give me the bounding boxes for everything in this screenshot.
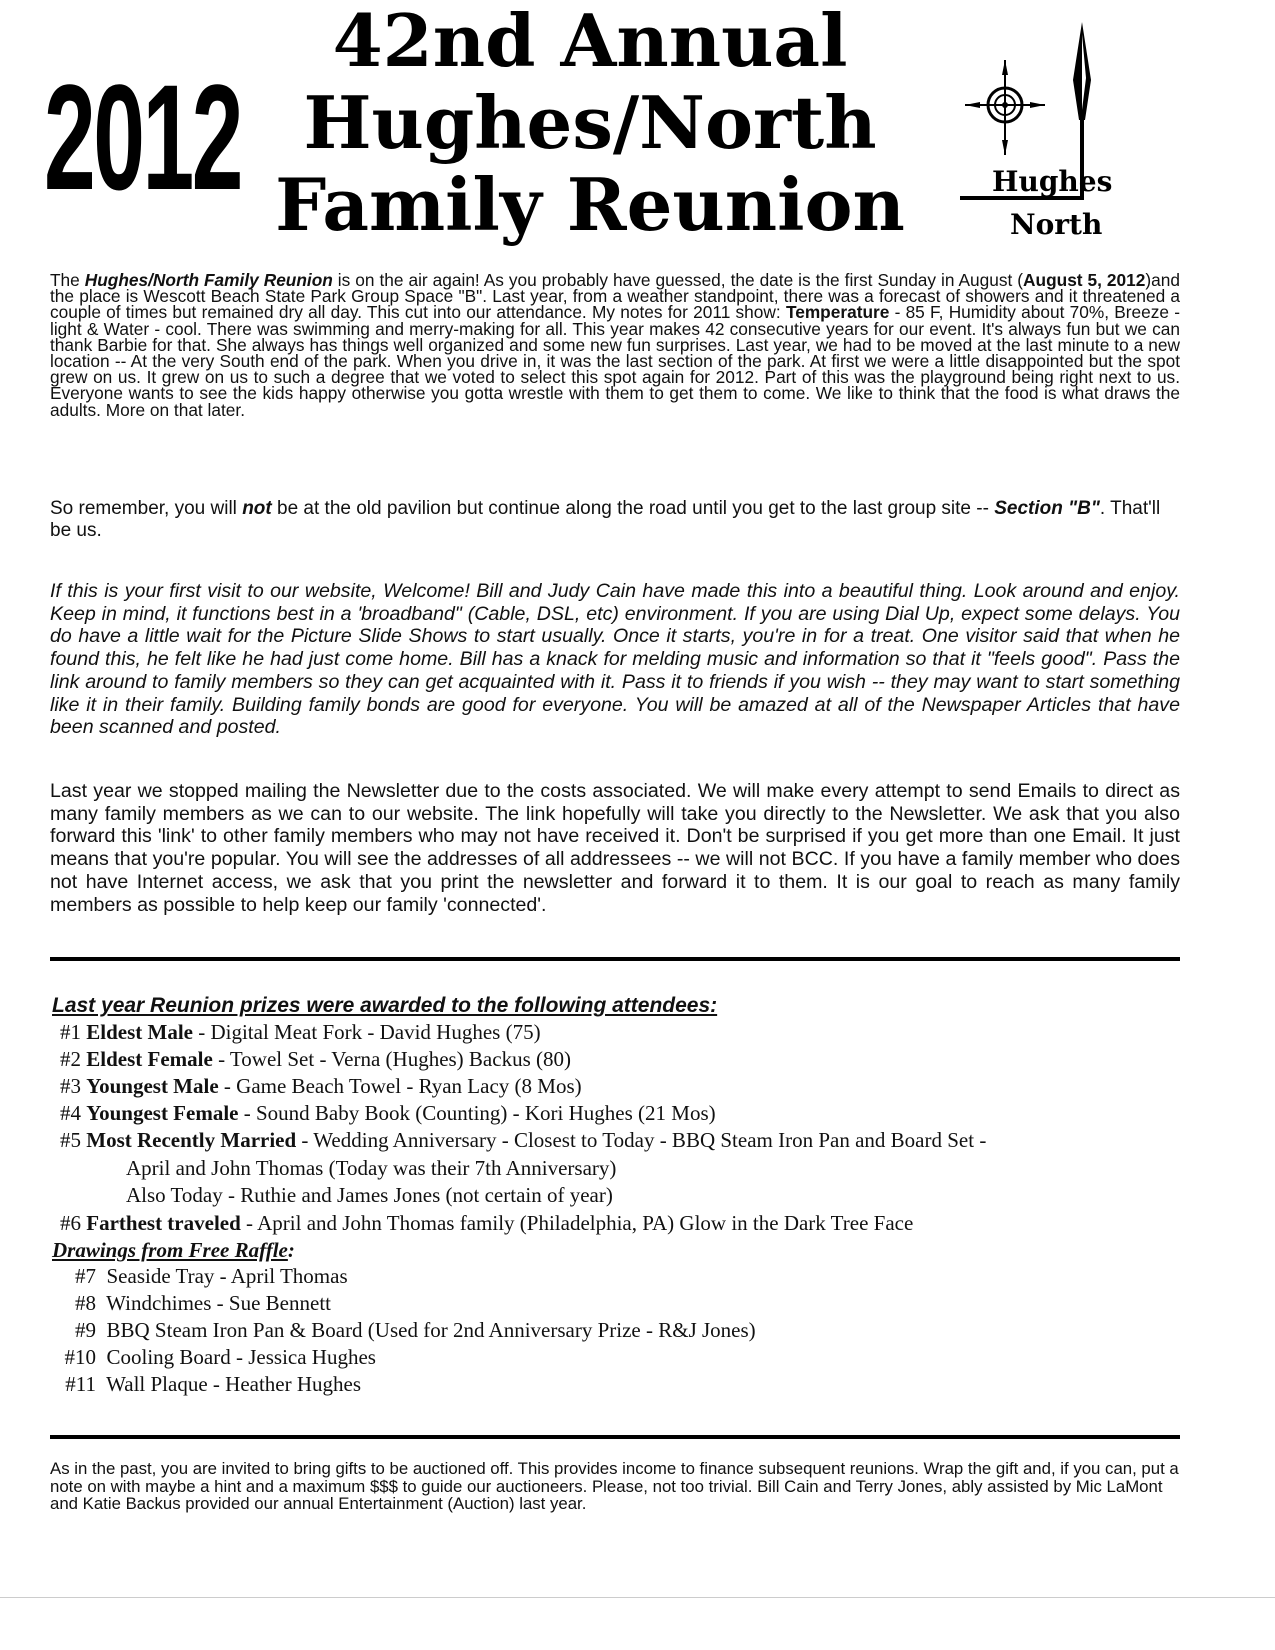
prize-detail: - Digital Meat Fork - David Hughes (75) <box>192 1020 541 1044</box>
drawing-number: #9 <box>75 1318 96 1342</box>
title-line-3: Family Reunion <box>275 162 905 247</box>
prize-category: Eldest Female <box>86 1047 213 1071</box>
drawing-text: Cooling Board - Jessica Hughes <box>106 1345 376 1369</box>
title-line-1: 42nd Annual <box>332 0 848 83</box>
divider-top <box>50 957 1180 961</box>
prize-detail: - Towel Set - Verna (Hughes) Backus (80) <box>212 1047 571 1071</box>
prizes-heading: Last year Reunion prizes were awarded to the following attendees: <box>52 994 718 1017</box>
drawing-text: Wall Plaque - Heather Hughes <box>106 1372 362 1396</box>
drawing-number: #8 <box>75 1291 96 1315</box>
list-item-continuation: April and John Thomas (Today was their 7th Anniversary) <box>126 1156 617 1180</box>
prize-detail: - Sound Baby Book (Counting) - Kori Hughes (21 Mos) <box>238 1101 716 1125</box>
auction-paragraph: As in the past, you are invited to bring gifts to be auctioned off. This provides income to finance subsequent reunions. Wrap the gift and, if you can, put a note on with maybe a hint and a maximum $$$ to guide our auctioneers. Please, not too trivial. Bill Cain and Terry Jones, ably assisted by Mic LaMont and Katie Backus provided our annual Entertainment (Auction) last year. <box>50 1459 1179 1513</box>
list-item <box>60 1128 986 1153</box>
drawing-list <box>52 1264 1192 1414</box>
divider-bottom <box>50 1435 1180 1439</box>
intro-paragraph <box>50 272 1180 418</box>
remember-paragraph <box>50 498 1180 542</box>
drawings-heading <box>52 1238 295 1263</box>
prize-number: #4 <box>60 1101 81 1125</box>
prize-category: Farthest traveled <box>86 1211 241 1235</box>
prize-detail: - Wedding Anniversary - Closest to Today - BBQ Steam Iron Pan and Board Set - <box>296 1128 987 1152</box>
title-line-2: Hughes/North <box>303 80 877 165</box>
drawings-heading-colon: : <box>287 1238 295 1262</box>
drawing-number: #7 <box>75 1264 96 1288</box>
remember-text: . That'll be us. <box>50 498 1161 541</box>
year-heading: 2012 <box>44 53 241 221</box>
intro-text: is on the air again! As you probably have guessed, the date is the first Sunday in August ( <box>332 270 1024 290</box>
list-item <box>60 1101 716 1126</box>
newsletter-paragraph: Last year we stopped mailing the Newsletter due to the costs associated. We will make every attempt to send Emails to direct as many family members as we can to our website. The link hopefully will take you directly to the Newsletter. We ask that you also forward this 'link' to other family members who may not have received it. Don't be surprised if you get more than one Email. It just means that you're popular. You will see the addresses of all addressees -- we will not BCC. If you have a family member who does not have Internet access, we ask that you print the newsletter and forward it to them. It is our goal to reach as many family members as possible to help keep our family 'connected'. <box>50 780 1180 916</box>
prize-detail: - April and John Thomas family (Philadelphia, PA) Glow in the Dark Tree Face <box>240 1211 914 1235</box>
prize-category: Eldest Male <box>86 1020 193 1044</box>
list-item <box>60 1020 541 1045</box>
prize-category: Most Recently Married <box>86 1128 297 1152</box>
prize-detail: - Game Beach Towel - Ryan Lacy (8 Mos) <box>218 1074 582 1098</box>
list-item <box>52 1264 348 1289</box>
prize-number: #1 <box>60 1020 81 1044</box>
list-item <box>60 1074 582 1099</box>
list-item <box>52 1345 376 1370</box>
drawings-heading-text: Drawings from Free Raffle <box>52 1238 288 1262</box>
drawing-number: #10 <box>64 1345 96 1369</box>
logo-text-north: North <box>1010 208 1103 241</box>
prize-number: #5 <box>60 1128 81 1152</box>
page-title <box>260 0 920 246</box>
list-item <box>52 1318 756 1343</box>
remember-text: So remember, you will <box>50 498 243 519</box>
list-item-continuation: Also Today - Ruthie and James Jones (not certain of year) <box>126 1183 613 1207</box>
page-bottom-edge <box>0 1597 1275 1598</box>
website-paragraph: If this is your first visit to our website, Welcome! Bill and Judy Cain have made this into a beautiful thing. Look around and enjoy. Keep in mind, it functions best in a 'broadband" (Cable, DSL, etc) environment. If you are using Dial Up, expect some delays. You do have a little wait for the Picture Slide Shows to start usually. Once it starts, you're in for a treat. One visitor said that when he found this, he felt like he had just come home. Bill has a knack for melding music and information so that it "feels good". Pass the link around to family members so they can get acquainted with it. Pass it to friends if you wish -- they may want to start something like it in their family. Building family bonds are good for everyone. You will be amazed at all of the Newspaper Articles that have been scanned and posted. <box>50 580 1180 739</box>
intro-text: - 85 F, Humidity about 70%, Breeze - light & Water - cool. There was swimming and merry-making for all. This year makes 42 consecutive years for our event. It's always fun but we can thank Barbie for that. She always has things well organized and some new fun surprises. Last year, we had to be moved at the last minute to a new location -- At the very South end of the park. When you drive in, it was the last section of the park. At first we were a little disappointed but the spot grew on us. It grew on us to such a degree that we voted to select this spot again for 2012. Part of this was the playground being right next to us. Everyone wants to see the kids happy otherwise you gotta wrestle with them to get them to come. We like to think that the food is what draws the adults. More on that later. <box>50 302 1181 420</box>
reunion-date: August 5, 2012 <box>1023 270 1146 290</box>
temperature-label: Temperature <box>785 302 890 323</box>
list-item <box>60 1211 913 1236</box>
logo-text-hughes: Hughes <box>992 165 1113 198</box>
prize-number: #6 <box>60 1211 81 1235</box>
drawing-text: Windchimes - Sue Bennett <box>106 1291 331 1315</box>
prize-category: Youngest Male <box>86 1074 219 1098</box>
prize-number: #2 <box>60 1047 81 1071</box>
prize-list <box>60 1020 1200 1250</box>
drawing-number: #11 <box>65 1372 96 1396</box>
intro-text: )and the place is Wescott Beach State Park Group Space "B". Last year, from a weather standpoint, there was a forecast of showers and it threatened a couple of times but remained dry all day. This cut into our attendance. My notes for 2011 show: <box>50 270 1180 323</box>
intro-text: The <box>50 270 85 290</box>
reunion-name: Hughes/North Family Reunion <box>84 270 333 290</box>
hughes-north-logo <box>960 20 1150 250</box>
remember-text: be at the old pavilion but continue along the road until you get to the last group site -- <box>271 498 995 519</box>
list-item <box>52 1372 361 1397</box>
drawing-text: Seaside Tray - April Thomas <box>106 1264 348 1288</box>
drawing-text: BBQ Steam Iron Pan & Board (Used for 2nd Anniversary Prize - R&J Jones) <box>106 1318 756 1342</box>
prize-category: Youngest Female <box>86 1101 239 1125</box>
emphasis-not: not <box>242 498 272 519</box>
list-item <box>60 1047 571 1072</box>
section-b-label: Section "B" <box>994 498 1100 519</box>
list-item <box>52 1291 331 1316</box>
prize-number: #3 <box>60 1074 81 1098</box>
